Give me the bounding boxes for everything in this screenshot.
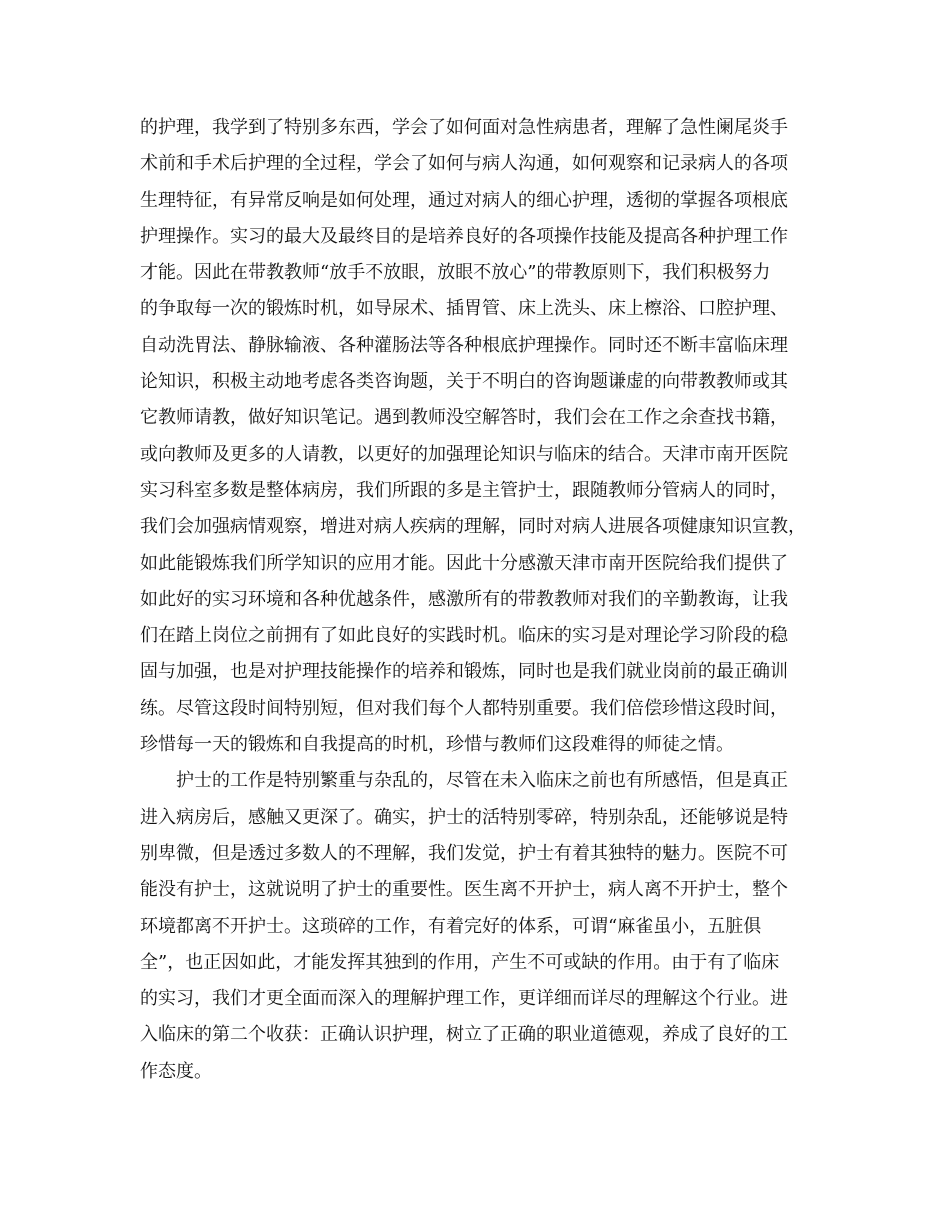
text-line: 全”，也正因如此，才能发挥其独到的作用，产生不可或缺的作用。由于有了临床 — [140, 951, 780, 973]
text-line: 的争取每一次的锻炼时机，如导尿术、插胃管、床上洗头、床上檫浴、口腔护理、 — [140, 298, 788, 320]
text-line: 护士的工作是特别繁重与杂乱的，尽管在未入临床之前也有所感悟，但是真正 — [176, 770, 788, 792]
text-line: 环境都离不开护士。这琐碎的工作，有着完好的体系，可谓“麻雀虽小，五脏俱 — [140, 915, 762, 937]
text-line: 作态度。 — [140, 1060, 212, 1082]
text-line: 或向教师及更多的人请教，以更好的加强理论知识与临床的结合。天津市南开医院 — [140, 443, 788, 465]
text-line: 实习科室多数是整体病房，我们所跟的多是主管护士，跟随教师分管病人的同时， — [140, 479, 788, 501]
paragraph-1 — [140, 110, 820, 763]
text-line: 术前和手术后护理的全过程，学会了如何与病人沟通，如何观察和记录病人的各项 — [140, 153, 788, 175]
text-line: 才能。因此在带教教师“放手不放眼，放眼不放心”的带教原则下，我们积极努力 — [140, 262, 771, 284]
text-line: 我们会加强病情观察，增进对病人疾病的理解，同时对病人进展各项健康知识宣教， — [140, 516, 806, 538]
text-line: 别卑微，但是透过多数人的不理解，我们发觉，护士有着其独特的魅力。医院不可 — [140, 842, 788, 864]
text-line: 入临床的第二个收获：正确认识护理，树立了正确的职业道德观，养成了良好的工 — [140, 1024, 788, 1046]
text-line: 固与加强，也是对护理技能操作的培养和锻炼，同时也是我们就业岗前的最正确训 — [140, 661, 788, 683]
text-line: 的实习，我们才更全面而深入的理解护理工作，更详细而详尽的理解这个行业。进 — [140, 988, 788, 1010]
text-line: 珍惜每一天的锻炼和自我提高的时机，珍惜与教师们这段难得的师徒之情。 — [140, 734, 734, 756]
text-line: 的护理，我学到了特别多东西，学会了如何面对急性病患者，理解了急性阑尾炎手 — [140, 117, 788, 138]
text-line: 如此好的实习环境和各种优越条件，感激所有的带教教师对我们的辛勤教诲，让我 — [140, 588, 788, 610]
paragraph-2 — [140, 763, 820, 1090]
document-body — [140, 110, 820, 1090]
text-line: 练。尽管这段时间特别短，但对我们每个人都特别重要。我们倍偿珍惜这段时间， — [140, 697, 788, 719]
text-line: 生理特征，有异常反响是如何处理，通过对病人的细心护理，透彻的掌握各项根底 — [140, 189, 788, 211]
text-line: 能没有护士，这就说明了护士的重要性。医生离不开护士，病人离不开护士，整个 — [140, 879, 788, 901]
text-line: 护理操作。实习的最大及最终目的是培养良好的各项操作技能及提高各种护理工作 — [140, 225, 788, 247]
text-line: 们在踏上岗位之前拥有了如此良好的实践时机。临床的实习是对理论学习阶段的稳 — [140, 625, 788, 647]
text-line: 它教师请教，做好知识笔记。遇到教师没空解答时，我们会在工作之余查找书籍， — [140, 407, 788, 429]
text-line: 自动洗胃法、静脉输液、各种灌肠法等各种根底护理操作。同时还不断丰富临床理 — [140, 334, 788, 356]
text-line: 论知识，积极主动地考虑各类咨询题，关于不明白的咨询题谦虚的向带教教师或其 — [140, 371, 788, 393]
text-line: 如此能锻炼我们所学知识的应用才能。因此十分感激天津市南开医院给我们提供了 — [140, 552, 788, 574]
text-line: 进入病房后，感触又更深了。确实，护士的活特别零碎，特别杂乱，还能够说是特 — [140, 806, 788, 828]
